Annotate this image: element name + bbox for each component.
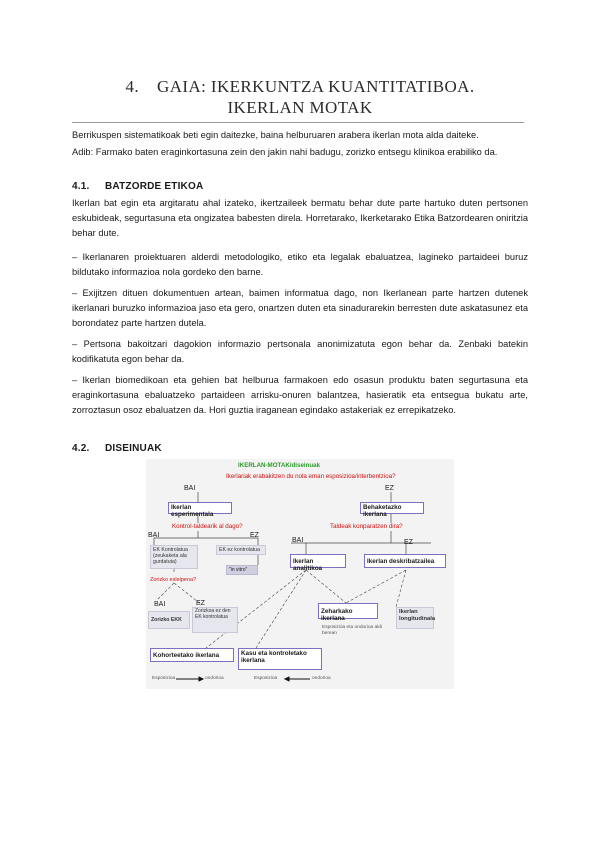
label-bai: BAI: [292, 537, 304, 544]
title-divider: [72, 122, 524, 123]
diagram-question-top: Ikerlariak erabakitzen du nola eman esposizioa/interbentzioa?: [226, 473, 396, 480]
box-uncontrolled-trial: EK ez kontrolatua: [216, 545, 266, 555]
direction-arrow-head: [285, 677, 289, 681]
box-analytic: Ikerlan analitikoa: [290, 554, 346, 568]
box-experimental: Ikerlan esperimentala: [168, 502, 232, 514]
paragraph-ethics-bullet-2: – Exijitzen dituen dokumentuen artean, baimen informatua dago, non Ikerlanean parte hartzen dutenek ikerlanari buruzko informazioa jaso eta gero, onartzen duten eta sinadurarekin berresten dute askatasunez eta borondatez parte hartzen dutela.: [72, 288, 528, 329]
label-ez: EZ: [196, 600, 205, 607]
paragraph-ethics-intro: Ikerlan bat egin eta argitaratu ahal izateko, ikertzaileek bermatu behar dute parte hartuko duten pertsonen eskubideak, segurtasuna eta ongizatea babesten direla. Horretarako, Ikerketarako Etika Batzordearen oniritzia behar dute.: [72, 198, 528, 239]
label-bai: BAI: [154, 601, 166, 608]
section-title: BATZORDE ETIKOA: [105, 181, 204, 192]
label-ez: EZ: [404, 539, 413, 546]
box-in-vitro: "in vitro": [226, 565, 258, 575]
dashed-connector: [306, 570, 346, 603]
label-bai: BAI: [184, 485, 196, 492]
box-case-control: Kasu eta kontroletako ikerlana: [238, 648, 322, 670]
direction-arrow-head: [199, 677, 203, 681]
box-descriptive: Ikerlan deskribatzailea: [364, 554, 446, 568]
section-heading-4-1: [72, 181, 203, 192]
question-random-allocation: Zorizko esleipena?: [150, 577, 197, 583]
paragraph-ethics-bullet-1: – Ikerlanaren proiektuaren alderdi metodologiko, etiko eta legalak ebaluatzea, lagineko partaideei buruz bildutako informazioa nola gordeko den barne.: [72, 252, 528, 278]
study-design-diagram: [146, 459, 454, 689]
box-random-trial: Zorizko EKK: [148, 611, 190, 629]
dashed-connector: [158, 583, 174, 599]
box-observational: Behaketazko ikerlana: [360, 502, 424, 514]
page-title: [60, 76, 540, 118]
case-control-direction-start: Esposizioa: [254, 676, 278, 681]
section-number: 4.2.: [72, 443, 90, 454]
box-longitudinal: Ikerlan longitudinala: [396, 607, 434, 629]
title-line-2: IKERLAN MOTAK: [227, 98, 373, 117]
paragraph-ethics-bullet-4: – Ikerlan biomedikoan eta gehien bat helburua farmakoen edo osasun produktu baten segurtasuna eta eraginkortasuna ebaluatzeko partaideen arrisku-onuren balantzea, hasieratik eta entsegua bukatu arte, zorroztasun osoz ebaluatzen da. Hori guztia iraganean egindako astakeriak ez errepikatzeko.: [72, 375, 528, 416]
intro-paragraph-2: Adib: Farmako baten eraginkortasuna zein den jakin nahi badugu, zorizko entsegu klinikoa erabiliko da.: [72, 147, 498, 157]
cohort-direction-end: ondorioa: [205, 676, 224, 681]
intro-paragraph-1: Berrikuspen sistematikoak beti egin daitezke, baina helburuaren arabera ikerlan mota alda daiteke.: [72, 130, 479, 140]
label-ez: EZ: [250, 532, 259, 539]
dashed-connector: [346, 570, 406, 603]
question-compare-groups: Taldeak konparatzen dira?: [330, 523, 403, 530]
dashed-connector: [396, 570, 406, 607]
label-ez: EZ: [385, 485, 394, 492]
question-control-group: Kontrol-taldearik al dago?: [172, 523, 243, 530]
box-non-random-trial: Zorizkoa ez den EK kontrolatua: [192, 607, 238, 633]
cohort-direction-start: Esposizioa: [152, 676, 176, 681]
dashed-connector: [256, 570, 306, 648]
box-controlled-trial: EK Kontrolatua (zeukaketa ala gurdatuta): [150, 545, 198, 569]
title-line-1: GAIA: IKERKUNTZA KUANTITATIBOA.: [157, 77, 475, 96]
section-number: 4.1.: [72, 181, 90, 192]
box-cohort: Kohorteetako ikerlana: [150, 648, 234, 662]
label-bai: BAI: [148, 532, 160, 539]
section-heading-4-2: [72, 443, 162, 454]
paragraph-ethics-bullet-3: – Pertsona bakoitzari dagokion informazio pertsonala anonimizatuta egon behar da. Zenbaki batekin kodifikatuta egon behar da.: [72, 339, 528, 365]
section-title: DISEINUAK: [105, 443, 162, 454]
box-cross-sectional: Zeharkako ikerlana: [318, 603, 378, 619]
case-control-direction-end: ondorioa: [312, 676, 331, 681]
chapter-number: 4.: [125, 77, 140, 96]
diagram-title: IKERLAN-MOTAK/diseinuak: [238, 462, 321, 469]
note-prevalence: Esposizioa eta ondorioa aldi berean: [322, 625, 383, 636]
